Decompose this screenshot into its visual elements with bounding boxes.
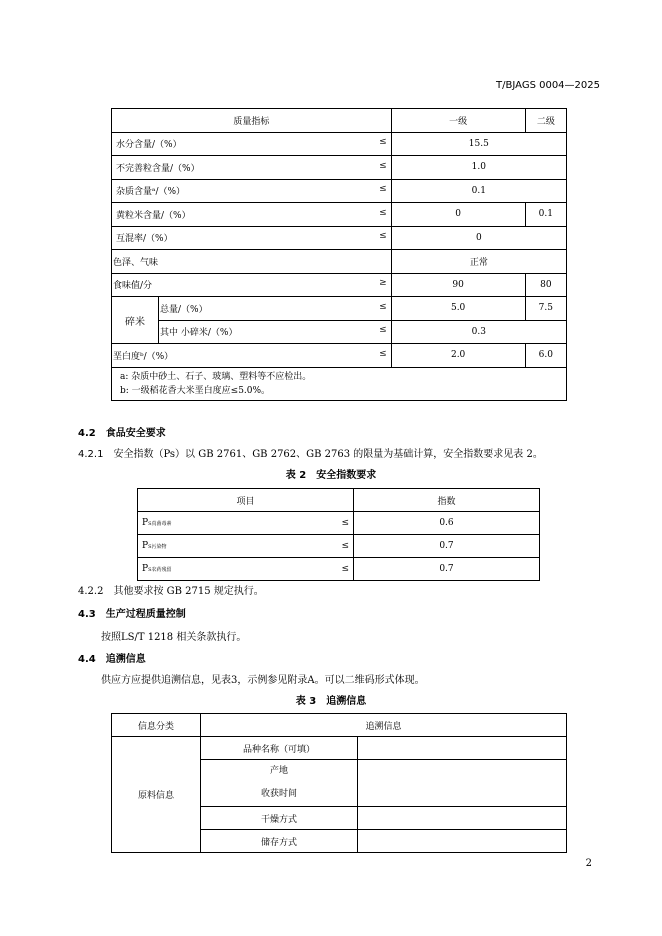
table-caption: 表 3 追溯信息 — [295, 696, 367, 707]
section-heading — [78, 650, 146, 665]
paragraph-text: 其他要求按 GB 2715 规定执行。 — [113, 586, 264, 597]
index-symbol: P — [142, 518, 149, 528]
row-label: 色泽、气味 — [113, 257, 159, 268]
comparison-symbol: ≤ — [341, 564, 349, 574]
section-heading — [78, 605, 186, 620]
index-symbol: P — [142, 564, 149, 574]
value-cell: 0 — [391, 203, 525, 227]
table-row — [138, 535, 540, 558]
paragraph-text: 供应方应提供追溯信息，见表3，示例参见附录A。可以二维码形式体现。 — [101, 675, 425, 686]
comparison-symbol: ≤ — [379, 348, 387, 359]
table-row — [138, 558, 540, 581]
row-label: 黄粒米含量/（%） — [116, 210, 191, 221]
table-row — [112, 737, 567, 760]
row-label: 其中 小碎米/（%） — [160, 328, 238, 339]
table-header-row — [138, 489, 540, 512]
value-cell: 7.5 — [525, 297, 566, 321]
comparison-symbol: ≤ — [379, 231, 387, 242]
comparison-symbol: ≤ — [341, 518, 349, 528]
table-header-row — [112, 714, 567, 737]
row-label: 不完善粒含量/（%） — [116, 163, 200, 174]
row-label-cell — [159, 297, 392, 321]
table-row — [112, 156, 567, 180]
comparison-symbol: ≥ — [379, 278, 387, 289]
section-number: 4.2.2 — [78, 586, 104, 597]
table-row — [112, 179, 567, 203]
blank-cell — [358, 807, 567, 830]
table-row — [112, 344, 567, 368]
quality-index-table — [111, 108, 567, 401]
row-label-cell — [138, 512, 354, 535]
comparison-symbol: ≤ — [379, 184, 387, 195]
comparison-symbol: ≤ — [379, 325, 387, 336]
section-number: 4.3 — [78, 609, 96, 620]
value-cell: 80 — [525, 273, 566, 297]
section-number: 4.2 — [78, 428, 96, 439]
table-row — [112, 273, 567, 297]
document-id: T/BJAGS 0004—2025 — [496, 80, 600, 91]
item-text: 产地 — [269, 766, 288, 776]
index-subscript: S农药残留 — [148, 567, 172, 573]
value-cell: 2.0 — [391, 344, 525, 368]
row-label-cell — [112, 132, 392, 156]
comparison-symbol: ≤ — [379, 207, 387, 218]
comparison-symbol: ≤ — [379, 160, 387, 171]
value-cell: 正常 — [391, 250, 566, 274]
table-header-row — [112, 109, 567, 133]
table-header: 信息分类 — [112, 714, 201, 737]
table-row — [138, 512, 540, 535]
comparison-symbol: ≤ — [341, 541, 349, 551]
index-subscript: S污染物 — [148, 544, 167, 550]
table-caption: 表 2 安全指数要求 — [285, 470, 377, 481]
row-label: 互混率/（%） — [116, 234, 173, 245]
section-title: 生产过程质量控制 — [105, 609, 186, 620]
note: a: 杂质中砂土、石子、玻璃、塑料等不应检出。 — [120, 371, 312, 382]
table-row — [112, 226, 567, 250]
row-label-cell — [112, 226, 392, 250]
row-label: 总量/（%） — [160, 304, 208, 315]
row-label-cell — [112, 156, 392, 180]
note: b: 一级稻花香大米垩白度应≤5.0%。 — [120, 385, 271, 396]
comparison-symbol: ≤ — [379, 301, 387, 312]
table-row — [112, 250, 567, 274]
value-cell: 0 — [391, 226, 566, 250]
section-title: 追溯信息 — [105, 654, 146, 665]
value-cell: 6.0 — [525, 344, 566, 368]
index-symbol: P — [142, 541, 149, 551]
row-label-cell — [159, 320, 392, 344]
table-notes-row — [112, 367, 567, 400]
table-header: 质量指标 — [112, 109, 392, 133]
safety-index-table — [137, 488, 540, 581]
row-label: 垩白度ᵇ/（%） — [113, 351, 174, 362]
paragraph — [78, 445, 543, 460]
row-label-cell — [138, 558, 354, 581]
value-cell: 1.0 — [391, 156, 566, 180]
section-number: 4.2.1 — [78, 449, 104, 460]
index-subscript: S真菌毒素 — [148, 521, 172, 527]
page-number: 2 — [585, 858, 592, 869]
section-title: 食品安全要求 — [105, 428, 166, 439]
row-label-cell — [112, 250, 392, 274]
value-cell: 15.5 — [391, 132, 566, 156]
row-label-cell — [138, 535, 354, 558]
blank-cell — [358, 737, 567, 760]
item-cell — [201, 760, 358, 807]
blank-cell — [358, 830, 567, 853]
table-notes — [112, 367, 567, 400]
value-cell: 0.3 — [391, 320, 566, 344]
value-cell: 0.7 — [354, 558, 540, 581]
table-row — [112, 297, 567, 321]
item-cell: 储存方式 — [201, 830, 358, 853]
value-cell: 0.1 — [391, 179, 566, 203]
row-label-cell — [112, 344, 392, 368]
section-heading — [78, 424, 166, 439]
table-header: 指数 — [354, 489, 540, 512]
row-label-cell — [112, 179, 392, 203]
table-header: 项目 — [138, 489, 354, 512]
value-cell: 0.7 — [354, 535, 540, 558]
table-row — [112, 132, 567, 156]
value-cell: 0.6 — [354, 512, 540, 535]
paragraph-text: 安全指数（Ps）以 GB 2761、GB 2762、GB 2763 的限量为基础计算，安全指数要求见表 2。 — [113, 449, 543, 460]
group-label: 原料信息 — [112, 737, 201, 853]
row-label-cell — [112, 203, 392, 227]
table-row — [112, 320, 567, 344]
item-text: 收获时间 — [260, 789, 297, 799]
paragraph-text: 按照LS/T 1218 相关条款执行。 — [101, 632, 247, 643]
group-label: 碎米 — [112, 297, 159, 344]
comparison-symbol: ≤ — [379, 137, 387, 148]
table-header: 一级 — [391, 109, 525, 133]
table-header: 追溯信息 — [201, 714, 567, 737]
row-label: 杂质含量ᵃ/（%） — [116, 187, 186, 198]
blank-cell — [358, 760, 567, 807]
item-cell: 干燥方式 — [201, 807, 358, 830]
value-cell: 90 — [391, 273, 525, 297]
row-label: 食味值/分 — [113, 281, 153, 292]
value-cell: 5.0 — [391, 297, 525, 321]
value-cell: 0.1 — [525, 203, 566, 227]
row-label: 水分含量/（%） — [116, 140, 182, 151]
section-number: 4.4 — [78, 654, 96, 665]
table-header: 二级 — [525, 109, 566, 133]
table-row — [112, 203, 567, 227]
row-label-cell — [112, 273, 392, 297]
paragraph — [78, 582, 264, 597]
traceability-table — [111, 713, 567, 853]
item-cell: 品种名称（可填） — [201, 737, 358, 760]
